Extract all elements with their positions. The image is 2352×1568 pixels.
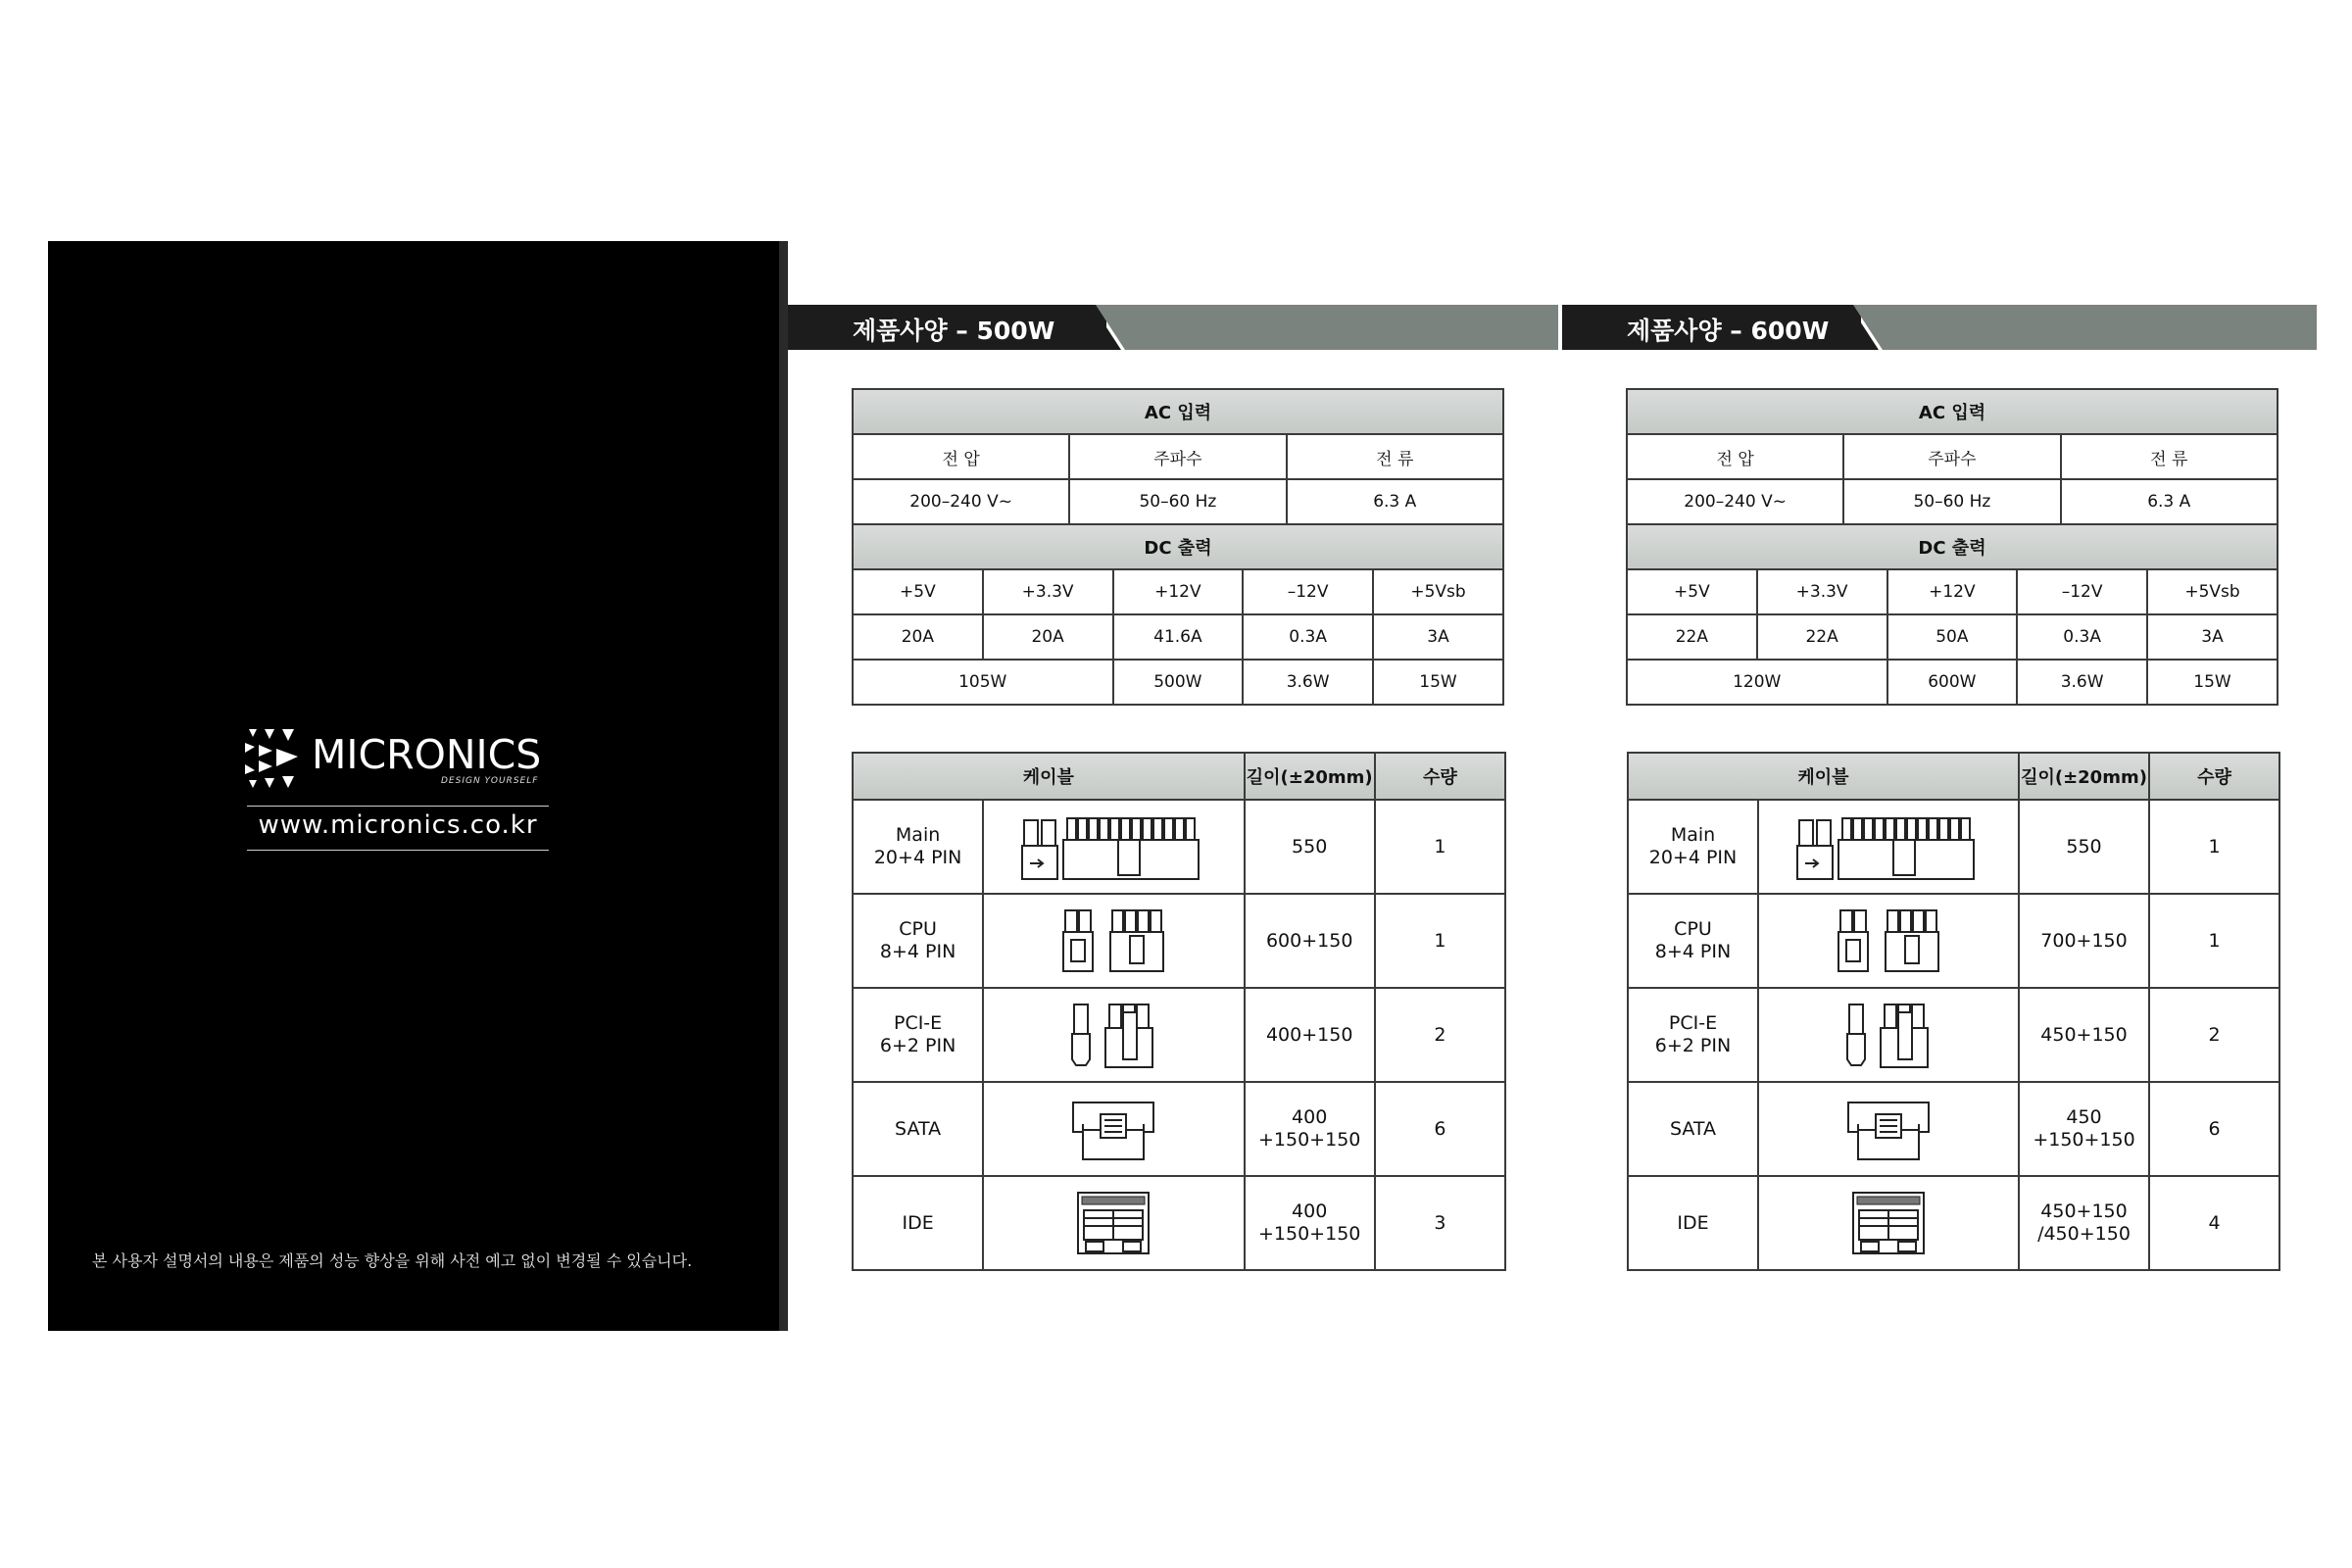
micronics-logo <box>245 727 549 790</box>
ac-label-frequency: 주파수 <box>1843 434 2060 479</box>
dc-rail-label: +5V <box>1627 569 1757 614</box>
cable-length-line1: 700+150 <box>2040 929 2128 952</box>
cable-name <box>1628 1082 1758 1176</box>
cable-name-line2: 6+2 PIN <box>1654 1035 1732 1056</box>
cable-name-line1: SATA <box>895 1117 942 1140</box>
table-row <box>853 988 1505 1082</box>
dc-12v-watts: 500W <box>1113 660 1244 705</box>
atx-24pin-connector-icon <box>1758 800 2019 894</box>
cable-length-line1: 450+150 <box>2040 1023 2128 1046</box>
table-row <box>853 1176 1505 1270</box>
dc-rail-current: 20A <box>983 614 1113 660</box>
pcie-8pin-connector-icon <box>983 988 1244 1082</box>
cable-length-line1: 400+150 <box>1265 1023 1353 1046</box>
dc-rail-current: 0.3A <box>1243 614 1373 660</box>
sata-connector-icon <box>983 1082 1244 1176</box>
cable-quantity: 2 <box>1375 988 1505 1082</box>
cable-name-line2: 6+2 PIN <box>879 1035 956 1056</box>
cable-name-line2: 8+4 PIN <box>879 941 956 962</box>
website-url: www.micronics.co.kr <box>247 806 549 851</box>
table-row <box>853 894 1505 988</box>
cable-name-line1: PCI-E <box>893 1012 943 1034</box>
dc-5vsb-watts: 15W <box>1373 660 1503 705</box>
ac-label-current: 전 류 <box>2061 434 2278 479</box>
dc-rail-label: +12V <box>1887 569 2018 614</box>
cable-table-500w <box>852 752 1506 1271</box>
cable-length-line2: +150+150 <box>1258 1129 1361 1151</box>
ac-value-frequency: 50–60 Hz <box>1069 479 1286 524</box>
ac-value-voltage: 200–240 V~ <box>853 479 1069 524</box>
cable-length-line1: 400 <box>1292 1106 1328 1128</box>
cable-name-line1: PCI-E <box>1668 1012 1718 1034</box>
dc-rail-current: 22A <box>1757 614 1887 660</box>
cable-header: 케이블 <box>853 753 1245 800</box>
cable-name-line2: 8+4 PIN <box>1654 941 1732 962</box>
cable-length-line1: 450 <box>2066 1106 2102 1128</box>
cable-name <box>853 894 983 988</box>
ac-value-current: 6.3 A <box>2061 479 2278 524</box>
cable-name <box>1628 894 1758 988</box>
spec-banner-500w <box>788 305 1558 350</box>
cable-length-line1: 600+150 <box>1265 929 1353 952</box>
cable-name <box>1628 1176 1758 1270</box>
pcie-8pin-connector-icon <box>1758 988 2019 1082</box>
spec-title: 제품사양 – 600W <box>1627 317 1830 345</box>
cable-length-line1: 550 <box>1292 835 1328 858</box>
quantity-header: 수량 <box>2149 753 2279 800</box>
ac-input-header: AC 입력 <box>1627 389 2278 434</box>
dc-rail-label: –12V <box>2017 569 2147 614</box>
cable-quantity: 6 <box>2149 1082 2279 1176</box>
cable-name <box>1628 988 1758 1082</box>
cable-length-line2: /450+150 <box>2037 1223 2131 1245</box>
dc-output-header: DC 출력 <box>853 524 1503 569</box>
dc-neg12v-watts: 3.6W <box>2017 660 2147 705</box>
cable-length <box>1245 894 1375 988</box>
dc-combined-watts: 120W <box>1627 660 1887 705</box>
dc-rail-label: +3.3V <box>1757 569 1887 614</box>
dc-rail-label: –12V <box>1243 569 1373 614</box>
length-header: 길이(±20mm) <box>1245 753 1375 800</box>
cable-name-line1: CPU <box>899 918 937 940</box>
cable-length <box>2019 988 2149 1082</box>
cable-quantity: 1 <box>1375 800 1505 894</box>
cable-name-line1: IDE <box>1677 1211 1709 1234</box>
cable-quantity: 2 <box>2149 988 2279 1082</box>
dc-rail-current: 3A <box>1373 614 1503 660</box>
cable-table-600w <box>1627 752 2280 1271</box>
table-row <box>853 800 1505 894</box>
table-row <box>853 1082 1505 1176</box>
cable-name-line2: 20+4 PIN <box>1648 847 1738 868</box>
cable-name-line1: Main <box>895 824 941 846</box>
ide-molex-connector-icon <box>1758 1176 2019 1270</box>
dc-rail-label: +3.3V <box>983 569 1113 614</box>
micronics-mark-icon <box>245 727 304 790</box>
brand-name: MICRONICS <box>312 731 542 778</box>
dc-rail-current: 20A <box>853 614 983 660</box>
table-row <box>1628 894 2279 988</box>
cable-length-line1: 550 <box>2066 835 2102 858</box>
cable-name <box>853 1082 983 1176</box>
cable-name-line2: 20+4 PIN <box>873 847 962 868</box>
dc-rail-current: 22A <box>1627 614 1757 660</box>
table-row <box>1628 1082 2279 1176</box>
cable-name-line1: IDE <box>902 1211 934 1234</box>
cable-name <box>853 1176 983 1270</box>
atx-24pin-connector-icon <box>983 800 1244 894</box>
dc-rail-label: +12V <box>1113 569 1244 614</box>
cable-name-line1: SATA <box>1669 1117 1717 1140</box>
cable-quantity: 4 <box>2149 1176 2279 1270</box>
cable-quantity: 1 <box>2149 894 2279 988</box>
disclaimer-text: 본 사용자 설명서의 내용은 제품의 성능 향상을 위해 사전 예고 없이 변경될 수 있습니다. <box>92 1251 693 1270</box>
table-row <box>1628 1176 2279 1270</box>
dc-rail-current: 0.3A <box>2017 614 2147 660</box>
ac-value-frequency: 50–60 Hz <box>1843 479 2060 524</box>
cable-quantity: 6 <box>1375 1082 1505 1176</box>
dc-combined-watts: 105W <box>853 660 1113 705</box>
spec-banner-600w <box>1562 305 2317 350</box>
cable-header: 케이블 <box>1628 753 2019 800</box>
dc-rail-label: +5V <box>853 569 983 614</box>
cpu-8pin-connector-icon <box>1758 894 2019 988</box>
cable-length <box>2019 1176 2149 1270</box>
cable-length-line1: 450+150 <box>2040 1200 2128 1222</box>
ac-label-current: 전 류 <box>1287 434 1504 479</box>
cable-length-line2: +150+150 <box>2033 1129 2135 1151</box>
ac-value-current: 6.3 A <box>1287 479 1504 524</box>
spec-table-600w <box>1626 388 2278 706</box>
cable-quantity: 1 <box>1375 894 1505 988</box>
cable-name-line1: Main <box>1670 824 1716 846</box>
ac-label-voltage: 전 압 <box>1627 434 1843 479</box>
cable-length <box>1245 1176 1375 1270</box>
cable-length-line1: 400 <box>1292 1200 1328 1222</box>
cable-name <box>853 800 983 894</box>
table-row <box>1628 988 2279 1082</box>
dc-rail-current: 3A <box>2147 614 2278 660</box>
ide-molex-connector-icon <box>983 1176 1244 1270</box>
sata-connector-icon <box>1758 1082 2019 1176</box>
spec-table-500w <box>852 388 1504 706</box>
dc-neg12v-watts: 3.6W <box>1243 660 1373 705</box>
cover-spine <box>779 241 788 1331</box>
cable-length <box>1245 800 1375 894</box>
cable-name <box>1628 800 1758 894</box>
cpu-8pin-connector-icon <box>983 894 1244 988</box>
dc-12v-watts: 600W <box>1887 660 2018 705</box>
cable-length <box>1245 988 1375 1082</box>
cable-name-line1: CPU <box>1674 918 1712 940</box>
cable-length <box>2019 800 2149 894</box>
dc-rail-label: +5Vsb <box>2147 569 2278 614</box>
quantity-header: 수량 <box>1375 753 1505 800</box>
cable-quantity: 3 <box>1375 1176 1505 1270</box>
cable-length <box>2019 1082 2149 1176</box>
length-header: 길이(±20mm) <box>2019 753 2149 800</box>
cable-length-line2: +150+150 <box>1258 1223 1361 1245</box>
cable-length <box>2019 894 2149 988</box>
table-row <box>1628 800 2279 894</box>
cable-name <box>853 988 983 1082</box>
cable-length <box>1245 1082 1375 1176</box>
dc-rail-current: 50A <box>1887 614 2018 660</box>
cable-quantity: 1 <box>2149 800 2279 894</box>
dc-5vsb-watts: 15W <box>2147 660 2278 705</box>
ac-value-voltage: 200–240 V~ <box>1627 479 1843 524</box>
brand-tagline: DESIGN YOURSELF <box>441 776 539 786</box>
dc-output-header: DC 출력 <box>1627 524 2278 569</box>
ac-label-voltage: 전 압 <box>853 434 1069 479</box>
spec-title: 제품사양 – 500W <box>853 317 1055 345</box>
dc-rail-current: 41.6A <box>1113 614 1244 660</box>
ac-input-header: AC 입력 <box>853 389 1503 434</box>
ac-label-frequency: 주파수 <box>1069 434 1286 479</box>
dc-rail-label: +5Vsb <box>1373 569 1503 614</box>
